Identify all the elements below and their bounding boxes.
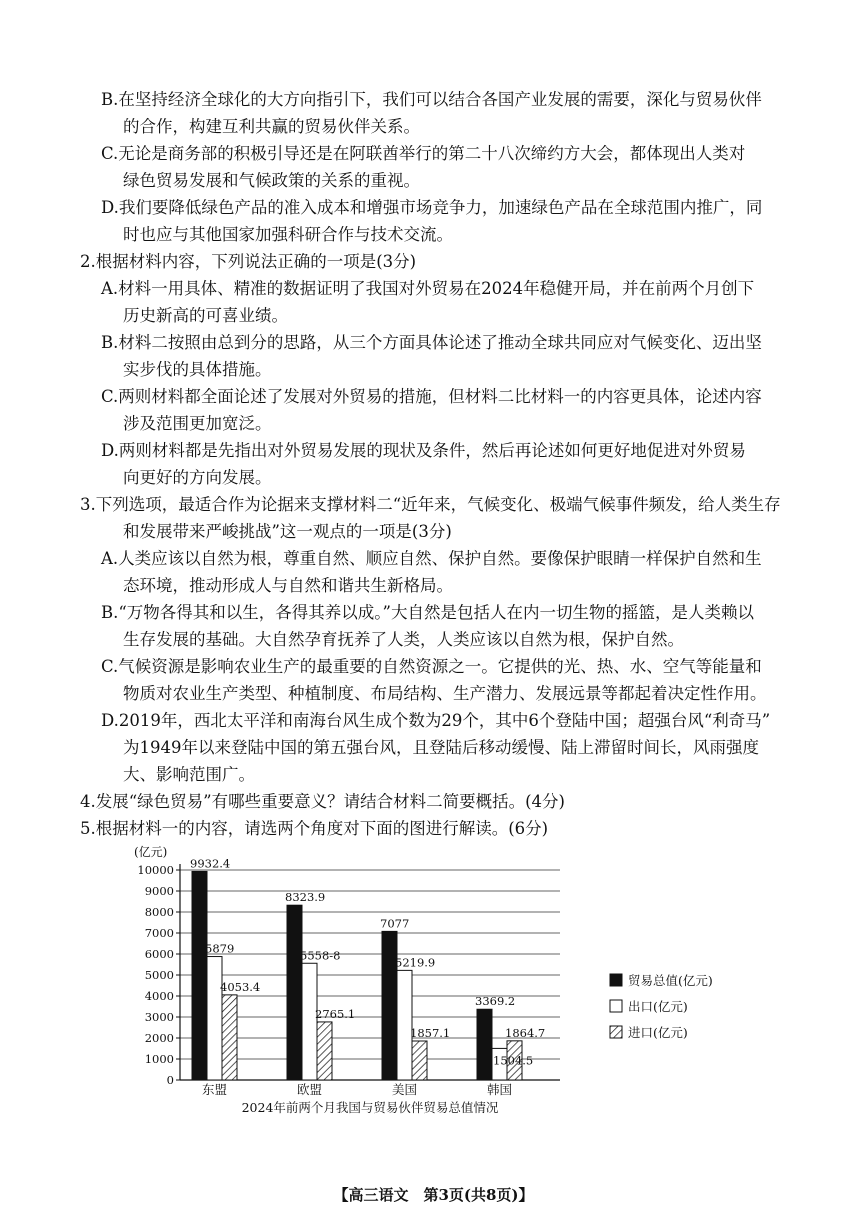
bar [317, 1022, 332, 1080]
y-tick-label: 4000 [144, 989, 174, 1003]
bar [412, 1041, 427, 1080]
x-tick-label: 东盟 [201, 1082, 228, 1097]
y-tick-label: 5000 [144, 968, 174, 982]
text-line: 态环境，推动形成人与自然和谐共生新格局。 [123, 576, 453, 595]
data-label: 1504.5 [493, 1053, 534, 1068]
bar [287, 905, 302, 1080]
data-label: 8323.9 [285, 890, 326, 905]
option-d: D.2019年，西北太平洋和南海台风生成个数为29个，其中6个登陆中国；超强台风“利奇马” [101, 711, 771, 730]
text-line: 大、影响范围广。 [123, 765, 255, 784]
text-line: D.我们要降低绿色产品的准入成本和增强市场竞争力，加速绿色产品在全球范围内推广，同 [101, 198, 763, 217]
bar [477, 1009, 492, 1080]
text-line: 涉及范围更加宽泛。 [123, 414, 272, 433]
data-label: 5558-8 [300, 948, 341, 963]
question-4: 4.发展“绿色贸易”有哪些重要意义？请结合材料二简要概括。(4分) [80, 792, 565, 811]
option-b: B.“万物各得其和以生，各得其养以成。”大自然是包括人在内一切生物的摇篮，是人类赖以 [101, 603, 754, 622]
question-2: 2.根据材料内容，下列说法正确的一项是(3分) [80, 252, 417, 271]
legend-label: 贸易总值(亿元) [628, 973, 713, 988]
text-line: 物质对农业生产类型、种植制度、布局结构、生产潜力、发展远景等都起着决定性作用。 [123, 684, 767, 703]
option-a: A.材料一用具体、精准的数据证明了我国对外贸易在2024年稳健开局，并在前两个月创下 [101, 279, 755, 298]
legend-swatch [610, 1026, 622, 1038]
y-tick-label: 9000 [144, 884, 174, 898]
data-label: 7077 [380, 916, 410, 931]
option-b: B.材料二按照由总到分的思路，从三个方面具体论述了推动全球共同应对气候变化、迈出坚 [101, 333, 762, 352]
bar [192, 871, 207, 1080]
trade-bar-chart [130, 842, 730, 1132]
chart-title: 2024年前两个月我国与贸易伙伴贸易总值情况 [241, 1100, 499, 1115]
text-line: C.无论是商务部的积极引导还是在阿联酋举行的第二十八次缔约方大会，都体现出人类对 [101, 144, 746, 163]
legend-swatch [610, 1000, 622, 1012]
y-axis-unit: (亿元) [134, 845, 168, 859]
legend-swatch [610, 974, 622, 986]
text-line: 向更好的方向发展。 [123, 468, 272, 487]
data-label: 4053.4 [220, 979, 261, 994]
text-line: B.在坚持经济全球化的大方向指引下，我们可以结合各国产业发展的需要，深化与贸易伙伴 [101, 90, 762, 109]
data-label: 5219.9 [395, 955, 436, 970]
y-tick-label: 8000 [144, 905, 174, 919]
bar [222, 995, 237, 1080]
chart-legend [610, 973, 713, 1040]
text-line: 时也应与其他国家加强科研合作与技术交流。 [123, 225, 453, 244]
text-line: 的合作，构建互利共赢的贸易伙伴关系。 [123, 117, 420, 136]
data-label: 3369.2 [475, 994, 516, 1009]
question-5: 5.根据材料一的内容，请选两个角度对下面的图进行解读。(6分) [80, 819, 549, 838]
y-tick-label: 10000 [137, 863, 174, 877]
y-tick-label: 2000 [144, 1031, 174, 1045]
y-tick-label: 7000 [144, 926, 174, 940]
chart-bars [192, 871, 522, 1080]
y-tick-label: 0 [166, 1073, 174, 1087]
text-line: 生存发展的基础。大自然孕育抚养了人类，人类应该以自然为根，保护自然。 [123, 630, 684, 649]
data-label: 1864.7 [505, 1025, 546, 1040]
page-footer: 【高三语文 第3页(共8页)】 [333, 1186, 534, 1204]
bar [382, 931, 397, 1080]
text-line: 历史新高的可喜业绩。 [123, 306, 288, 325]
option-a: A.人类应该以自然为根，尊重自然、顺应自然、保护自然。要像保护眼睛一样保护自然和生 [101, 549, 762, 568]
data-label: 9932.4 [190, 856, 231, 871]
y-tick-label: 3000 [144, 1010, 174, 1024]
question-3: 3.下列选项，最适合作为论据来支撑材料二“近年来，气候变化、极端气候事件频发，给人类生存 [80, 495, 781, 514]
x-tick-label: 欧盟 [296, 1082, 323, 1097]
option-c: C.气候资源是影响农业生产的最重要的自然资源之一。它提供的光、热、水、空气等能量和 [101, 657, 762, 676]
legend-label: 出口(亿元) [628, 999, 688, 1014]
data-label: 1857.1 [410, 1026, 451, 1041]
x-tick-label: 韩国 [486, 1082, 513, 1097]
legend-label: 进口(亿元) [628, 1025, 688, 1040]
data-label: 5879 [205, 941, 235, 956]
option-d: D.两则材料都是先指出对外贸易发展的现状及条件，然后再论述如何更好地促进对外贸易 [101, 441, 746, 460]
y-tick-label: 6000 [144, 947, 174, 961]
bar [302, 963, 317, 1080]
text-line: 和发展带来严峻挑战”这一观点的一项是(3分) [123, 522, 452, 541]
bar [207, 957, 222, 1080]
data-label: 2765.1 [315, 1006, 356, 1021]
text-line: 为1949年以来登陆中国的第五强台风，且登陆后移动缓慢、陆上滞留时间长，风雨强度 [123, 738, 759, 757]
option-c: C.两则材料都全面论述了发展对外贸易的措施，但材料二比材料一的内容更具体，论述内容 [101, 387, 762, 406]
text-line: 实步伐的具体措施。 [123, 360, 272, 379]
text-line: 绿色贸易发展和气候政策的关系的重视。 [123, 171, 420, 190]
x-tick-label: 美国 [391, 1082, 418, 1097]
y-tick-label: 1000 [144, 1052, 174, 1066]
